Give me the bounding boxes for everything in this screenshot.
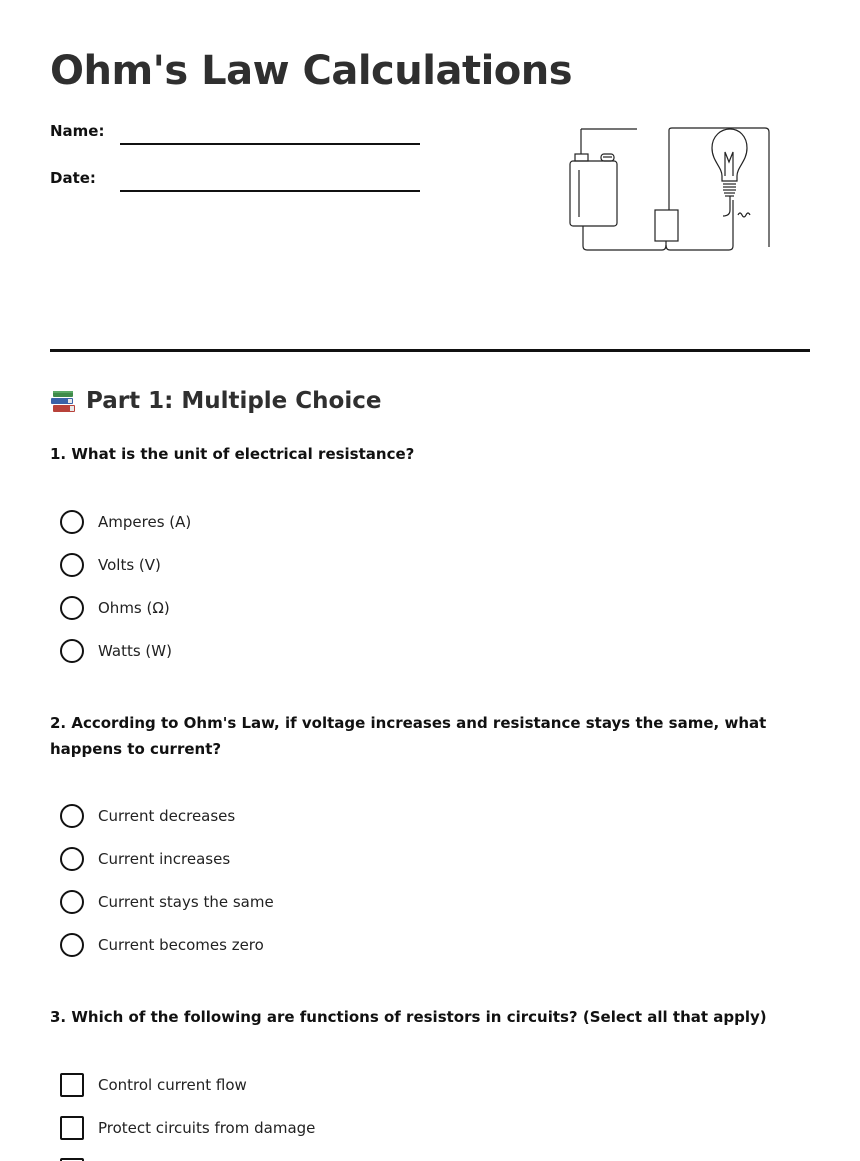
radio-button[interactable] — [60, 596, 84, 620]
date-field[interactable] — [120, 190, 420, 192]
question-3-option-2[interactable] — [60, 1115, 315, 1141]
question-3: 3. Which of the following are functions of resistors in circuits? (Select all that apply) — [50, 1008, 767, 1026]
radio-button[interactable] — [60, 804, 84, 828]
option-label: Volts (V) — [98, 556, 161, 574]
checkbox[interactable] — [60, 1073, 84, 1097]
page-title: Ohm's Law Calculations — [50, 48, 573, 94]
question-3-option-1[interactable] — [60, 1072, 247, 1098]
question-1-option-3[interactable] — [60, 595, 170, 621]
section-title: Part 1: Multiple Choice — [86, 388, 382, 414]
section-heading — [50, 388, 381, 414]
question-1-option-2[interactable] — [60, 552, 161, 578]
question-2-option-4[interactable] — [60, 932, 264, 958]
question-1-option-4[interactable] — [60, 638, 172, 664]
radio-button[interactable] — [60, 847, 84, 871]
option-label: Ohms (Ω) — [98, 599, 170, 617]
question-2-option-2[interactable] — [60, 846, 230, 872]
checkbox[interactable] — [60, 1116, 84, 1140]
option-label: Current stays the same — [98, 893, 274, 911]
option-label: Protect circuits from damage — [98, 1119, 316, 1137]
question-2: 2. According to Ohm's Law, if voltage increases and resistance stays the same, what happens to current? — [50, 714, 767, 758]
question-1: 1. What is the unit of electrical resistance? — [50, 445, 415, 463]
circuit-illustration — [566, 124, 776, 256]
option-label: Amperes (A) — [98, 513, 192, 531]
radio-button[interactable] — [60, 510, 84, 534]
name-label: Name: — [50, 122, 105, 140]
option-label: Current increases — [98, 850, 231, 868]
option-label: Current becomes zero — [98, 936, 264, 954]
date-label: Date: — [50, 169, 96, 187]
radio-button[interactable] — [60, 933, 84, 957]
radio-button[interactable] — [60, 890, 84, 914]
question-1-option-1[interactable] — [60, 509, 191, 535]
books-icon — [50, 388, 76, 414]
option-label: Current decreases — [98, 807, 236, 825]
radio-button[interactable] — [60, 639, 84, 663]
question-2-option-3[interactable] — [60, 889, 274, 915]
name-field[interactable] — [120, 143, 420, 145]
section-divider — [50, 349, 810, 352]
option-label: Watts (W) — [98, 642, 172, 660]
question-2-option-1[interactable] — [60, 803, 235, 829]
radio-button[interactable] — [60, 553, 84, 577]
option-label: Control current flow — [98, 1076, 247, 1094]
